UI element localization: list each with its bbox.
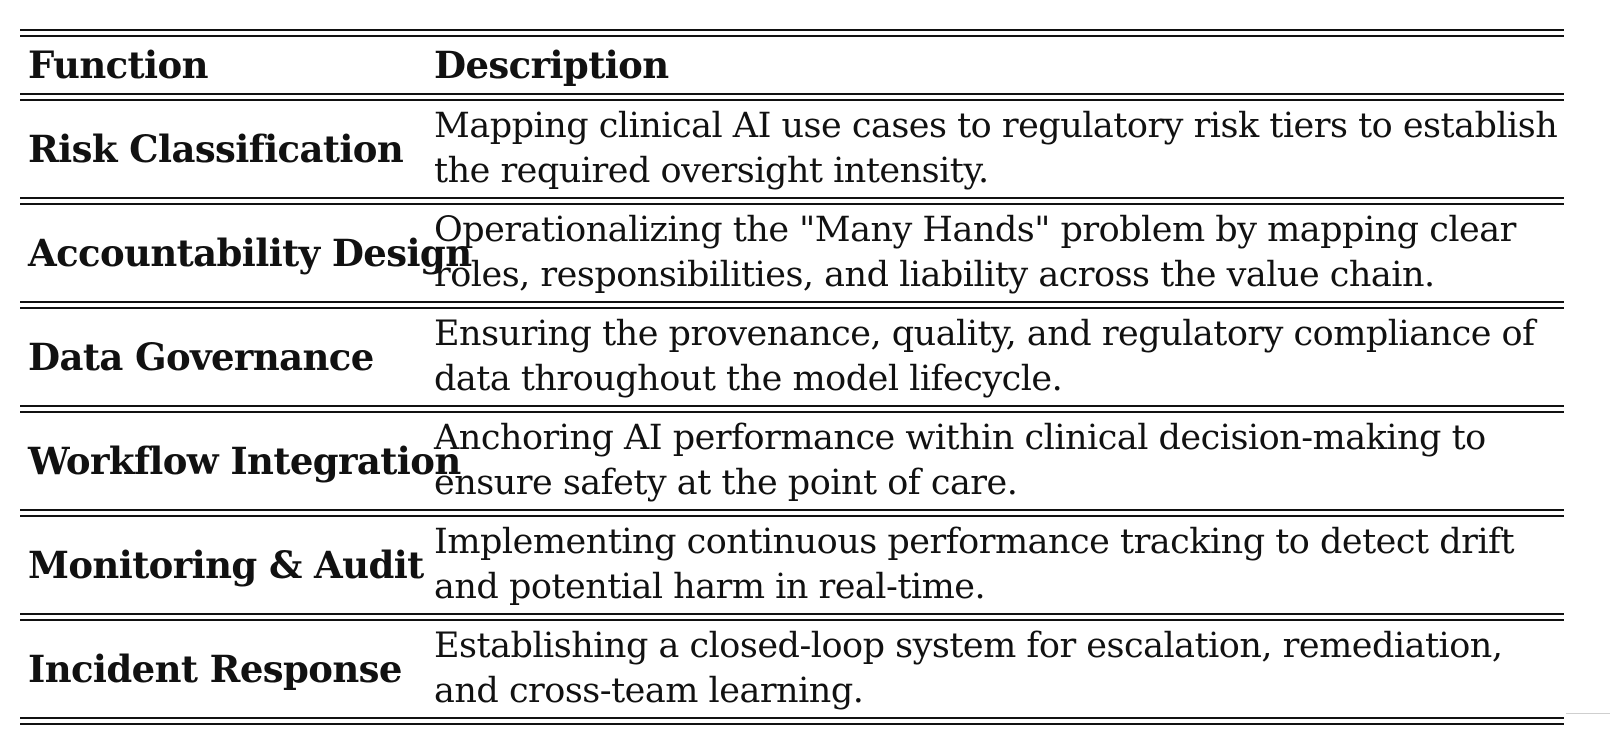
table-row — [20, 517, 1564, 613]
row-rule — [20, 405, 1564, 413]
function-cell: Risk Classification — [28, 127, 404, 171]
header-function: Function — [28, 43, 208, 87]
description-cell: Implementing continuous performance tracking to detect drift and potential harm in real-time. — [434, 522, 1515, 607]
function-cell: Data Governance — [28, 335, 374, 379]
governance-functions-table — [20, 29, 1564, 725]
table-row — [20, 205, 1564, 301]
description-cell: Ensuring the provenance, quality, and regulatory compliance of data throughout the model lifecycle. — [434, 314, 1535, 399]
table-row — [20, 309, 1564, 405]
table-bottom-rule — [20, 717, 1564, 725]
function-cell: Incident Response — [28, 647, 402, 691]
row-rule — [20, 613, 1564, 621]
row-rule — [20, 301, 1564, 309]
row-rule — [20, 509, 1564, 517]
table-header-rule — [20, 93, 1564, 101]
function-cell: Workflow Integration — [28, 439, 461, 483]
header-description: Description — [434, 42, 669, 87]
table-row — [20, 621, 1564, 717]
function-cell: Monitoring & Audit — [28, 543, 424, 587]
description-cell: Establishing a closed-loop system for escalation, remediation, and cross-team learning. — [434, 626, 1503, 711]
description-cell: Operationalizing the "Many Hands" problem by mapping clear roles, responsibilities, and liability across the value chain. — [434, 210, 1516, 295]
page-edge-mark — [1566, 713, 1610, 714]
row-rule — [20, 197, 1564, 205]
table-header-row — [20, 37, 1564, 93]
table-top-rule — [20, 29, 1564, 37]
description-cell: Mapping clinical AI use cases to regulatory risk tiers to establish the required oversight intensity. — [434, 106, 1558, 191]
description-cell: Anchoring AI performance within clinical decision-making to ensure safety at the point of care. — [434, 418, 1486, 503]
function-cell: Accountability Design — [28, 231, 472, 275]
table-row — [20, 101, 1564, 197]
table-row — [20, 413, 1564, 509]
